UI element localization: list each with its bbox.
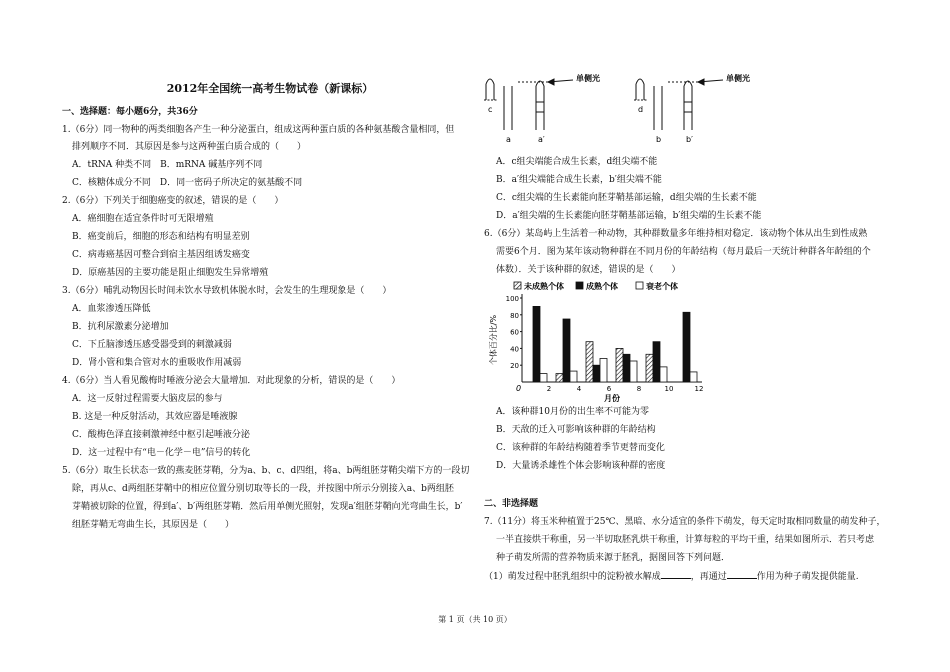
bar-4-0 <box>556 374 563 382</box>
bar-10-2 <box>660 367 667 382</box>
q6-stem-line1: 6.（6分）某岛屿上生活着一种动物，其种群数量多年维持相对稳定．该动物个体从出生到性成熟 <box>484 229 868 239</box>
bar-4-2 <box>570 371 577 382</box>
y-tick-label-3: 60 <box>510 328 519 337</box>
x-axis-title: 月份 <box>604 394 620 402</box>
q4-option-a: A．这一反射过程需要大脑皮层的参与 <box>72 394 223 404</box>
q5-option-c: C．c组尖端的生长素能向胚芽鞘基部运输，d组尖端的生长素不能 <box>496 193 757 203</box>
q1-options-cd: C．核糖体成分不同 D．同一密码子所决定的氨基酸不同 <box>72 178 303 188</box>
label-b-prime: b′ <box>686 135 693 144</box>
x-tick-label-8: 8 <box>636 385 642 393</box>
q7-subq1-part3: 作用为种子萌发提供能量. <box>756 572 859 582</box>
x-tick-label-2: 2 <box>546 385 552 393</box>
light-label-left: 单侧光 <box>576 74 600 83</box>
y-tick-label-1: 20 <box>510 362 519 371</box>
q5-stem-line4: 组胚芽鞘无弯曲生长，其原因是（ ） <box>72 520 235 530</box>
legend-swatch-0 <box>514 282 521 289</box>
y-tick-label-5: 100 <box>505 295 519 303</box>
legend-swatch-1 <box>576 282 583 289</box>
legend-label-0: 未成熟个体 <box>524 282 564 291</box>
section1-heading: 一、选择题：每小题6分，共36分 <box>62 107 198 117</box>
q3-option-a: A．血浆渗透压降低 <box>72 304 151 314</box>
q6-option-a: A．该种群10月份的出生率不可能为零 <box>496 407 649 417</box>
y-tick-label-4: 80 <box>510 311 519 320</box>
q4-stem: 4.（6分）当人看见酸梅时唾液分泌会大量增加．对此现象的分析，错误的是（ ） <box>62 376 401 386</box>
bar-10-1 <box>653 342 660 382</box>
q7-stem-line2: 一半直接烘干称重，另一半切取胚乳烘干称重，计算每粒的平均干重，结果如图所示．若只考虑 <box>496 535 875 545</box>
q1-stem-line1: 1.（6分）同一物种的两类细胞各产生一种分泌蛋白，组成这两种蛋白质的各种氨基酸含量相同，但 <box>62 125 455 135</box>
page-title: 2012年全国统一高考生物试卷（新课标） <box>166 82 374 95</box>
q5-option-b: B．a′组尖端能合成生长素，b′组尖端不能 <box>496 175 662 185</box>
x-tick-label-4: 4 <box>576 385 582 393</box>
q4-option-b: B. 这是一种反射活动，其效应器是唾液腺 <box>72 412 238 422</box>
q7-subq1-part1: （1）萌发过程中胚乳组织中的淀粉被水解成 <box>484 572 661 582</box>
q6-option-b: B．天敌的迁入可影响该种群的年龄结构 <box>496 425 656 435</box>
bar-12-1 <box>683 312 690 382</box>
q3-stem: 3.（6分）哺乳动物因长时间未饮水导致机体脱水时，会发生的生理现象是（ ） <box>62 286 392 296</box>
answer-blank-1[interactable] <box>661 570 691 579</box>
bar-4-1 <box>563 319 570 382</box>
bar-8-1 <box>623 354 630 382</box>
bar-6-0 <box>586 342 593 382</box>
q3-option-b: B．抗利尿激素分泌增加 <box>72 322 169 332</box>
label-b: b <box>656 135 662 144</box>
q2-stem: 2.（6分）下列关于细胞癌变的叙述，错误的是（ ） <box>62 196 284 206</box>
q1-options-ab: A．tRNA 种类不同 B．mRNA 碱基序列不同 <box>72 160 263 170</box>
bar-6-1 <box>593 365 600 382</box>
answer-blank-2[interactable] <box>727 570 757 579</box>
q7-stem-line3: 种子萌发所需的营养物质来源于胚乳，据图回答下列问题． <box>496 553 731 563</box>
legend-label-1: 成熟个体 <box>586 282 618 291</box>
label-a: a <box>506 135 511 144</box>
label-d: d <box>638 105 644 114</box>
q6-option-d: D．大量诱杀雄性个体会影响该种群的密度 <box>496 461 666 471</box>
q1-stem-line2: 排列顺序不同．其原因是参与这两种蛋白质合成的（ ） <box>72 142 307 152</box>
origin-label: 0 <box>516 384 522 393</box>
label-a-prime: a′ <box>538 135 545 144</box>
q5-option-d: D．a′组尖端的生长素能向胚芽鞘基部运输，b′组尖端的生长素不能 <box>496 211 762 221</box>
y-tick-label-2: 40 <box>510 345 519 354</box>
q5-option-a: A．c组尖端能合成生长素，d组尖端不能 <box>496 157 658 167</box>
q2-option-a: A．癌细胞在适宜条件时可无限增殖 <box>72 214 214 224</box>
bar-2-2 <box>540 374 547 382</box>
q6-stem-line2: 需要6个月．图为某年该动物种群在不同月份的年龄结构（每月最后一天统计种群各年龄组的个 <box>496 247 871 257</box>
q3-option-d: D．肾小管和集合管对水的重吸收作用减弱 <box>72 358 242 368</box>
bar-12-2 <box>690 372 697 382</box>
bar-10-0 <box>646 354 653 382</box>
q7-subq1 <box>484 570 859 583</box>
q2-option-b: B．癌变前后，细胞的形态和结构有明显差别 <box>72 232 250 242</box>
light-label-right: 单侧光 <box>726 74 750 83</box>
label-c: c <box>488 105 493 114</box>
page-footer: 第 1 页（共 10 页） <box>438 615 512 624</box>
q5-stem-line1: 5.（6分）取生长状态一致的燕麦胚芽鞘，分为a、b、c、d四组，将a、b两组胚芽鞘尖端下方的一段切 <box>62 466 470 476</box>
q7-subq1-part2: ，再通过 <box>690 572 727 582</box>
q5-stem-line2: 除，再从c、d两组胚芽鞘中的相应位置分别切取等长的一段，并按图中所示分别接入a、b两组胚 <box>72 484 454 494</box>
legend-label-2: 衰老个体 <box>646 282 678 291</box>
q7-stem-line1: 7.（11分）将玉米种植置于25℃、黑暗、水分适宜的条件下萌发，每天定时取相同数量的萌发种子， <box>484 517 886 527</box>
x-tick-label-10: 10 <box>664 385 674 393</box>
age-structure-chart <box>478 280 708 402</box>
x-tick-label-12: 12 <box>694 385 704 393</box>
q4-option-c: C．酸梅色泽直接刺激神经中枢引起唾液分泌 <box>72 430 250 440</box>
q4-option-d: D．这一过程中有“电－化学－电”信号的转化 <box>72 448 251 458</box>
bar-6-2 <box>600 358 607 382</box>
section2-heading: 二、非选择题 <box>484 499 539 509</box>
q2-option-d: D．原癌基因的主要功能是阻止细胞发生异常增殖 <box>72 268 269 278</box>
x-tick-label-6: 6 <box>606 385 612 393</box>
q6-stem-line3: 体数）．关于该种群的叙述，错误的是（ ） <box>496 265 681 275</box>
q6-option-c: C．该种群的年龄结构随着季节更替而变化 <box>496 443 665 453</box>
q5-stem-line3: 芽鞘被切除的位置，得到a′、b′两组胚芽鞘．然后用单侧光照射，发现a′组胚芽鞘向光弯曲生长，b′ <box>72 502 463 512</box>
q2-option-c: C．病毒癌基因可整合到宿主基因组诱发癌变 <box>72 250 250 260</box>
legend-swatch-2 <box>636 282 643 289</box>
bar-8-0 <box>616 348 623 382</box>
q3-option-c: C．下丘脑渗透压感受器受到的刺激减弱 <box>72 340 232 350</box>
y-axis-title: 个体百分比/% <box>489 314 498 366</box>
bar-2-1 <box>533 306 540 382</box>
coleoptile-figure <box>478 68 778 150</box>
bar-8-2 <box>630 361 637 382</box>
